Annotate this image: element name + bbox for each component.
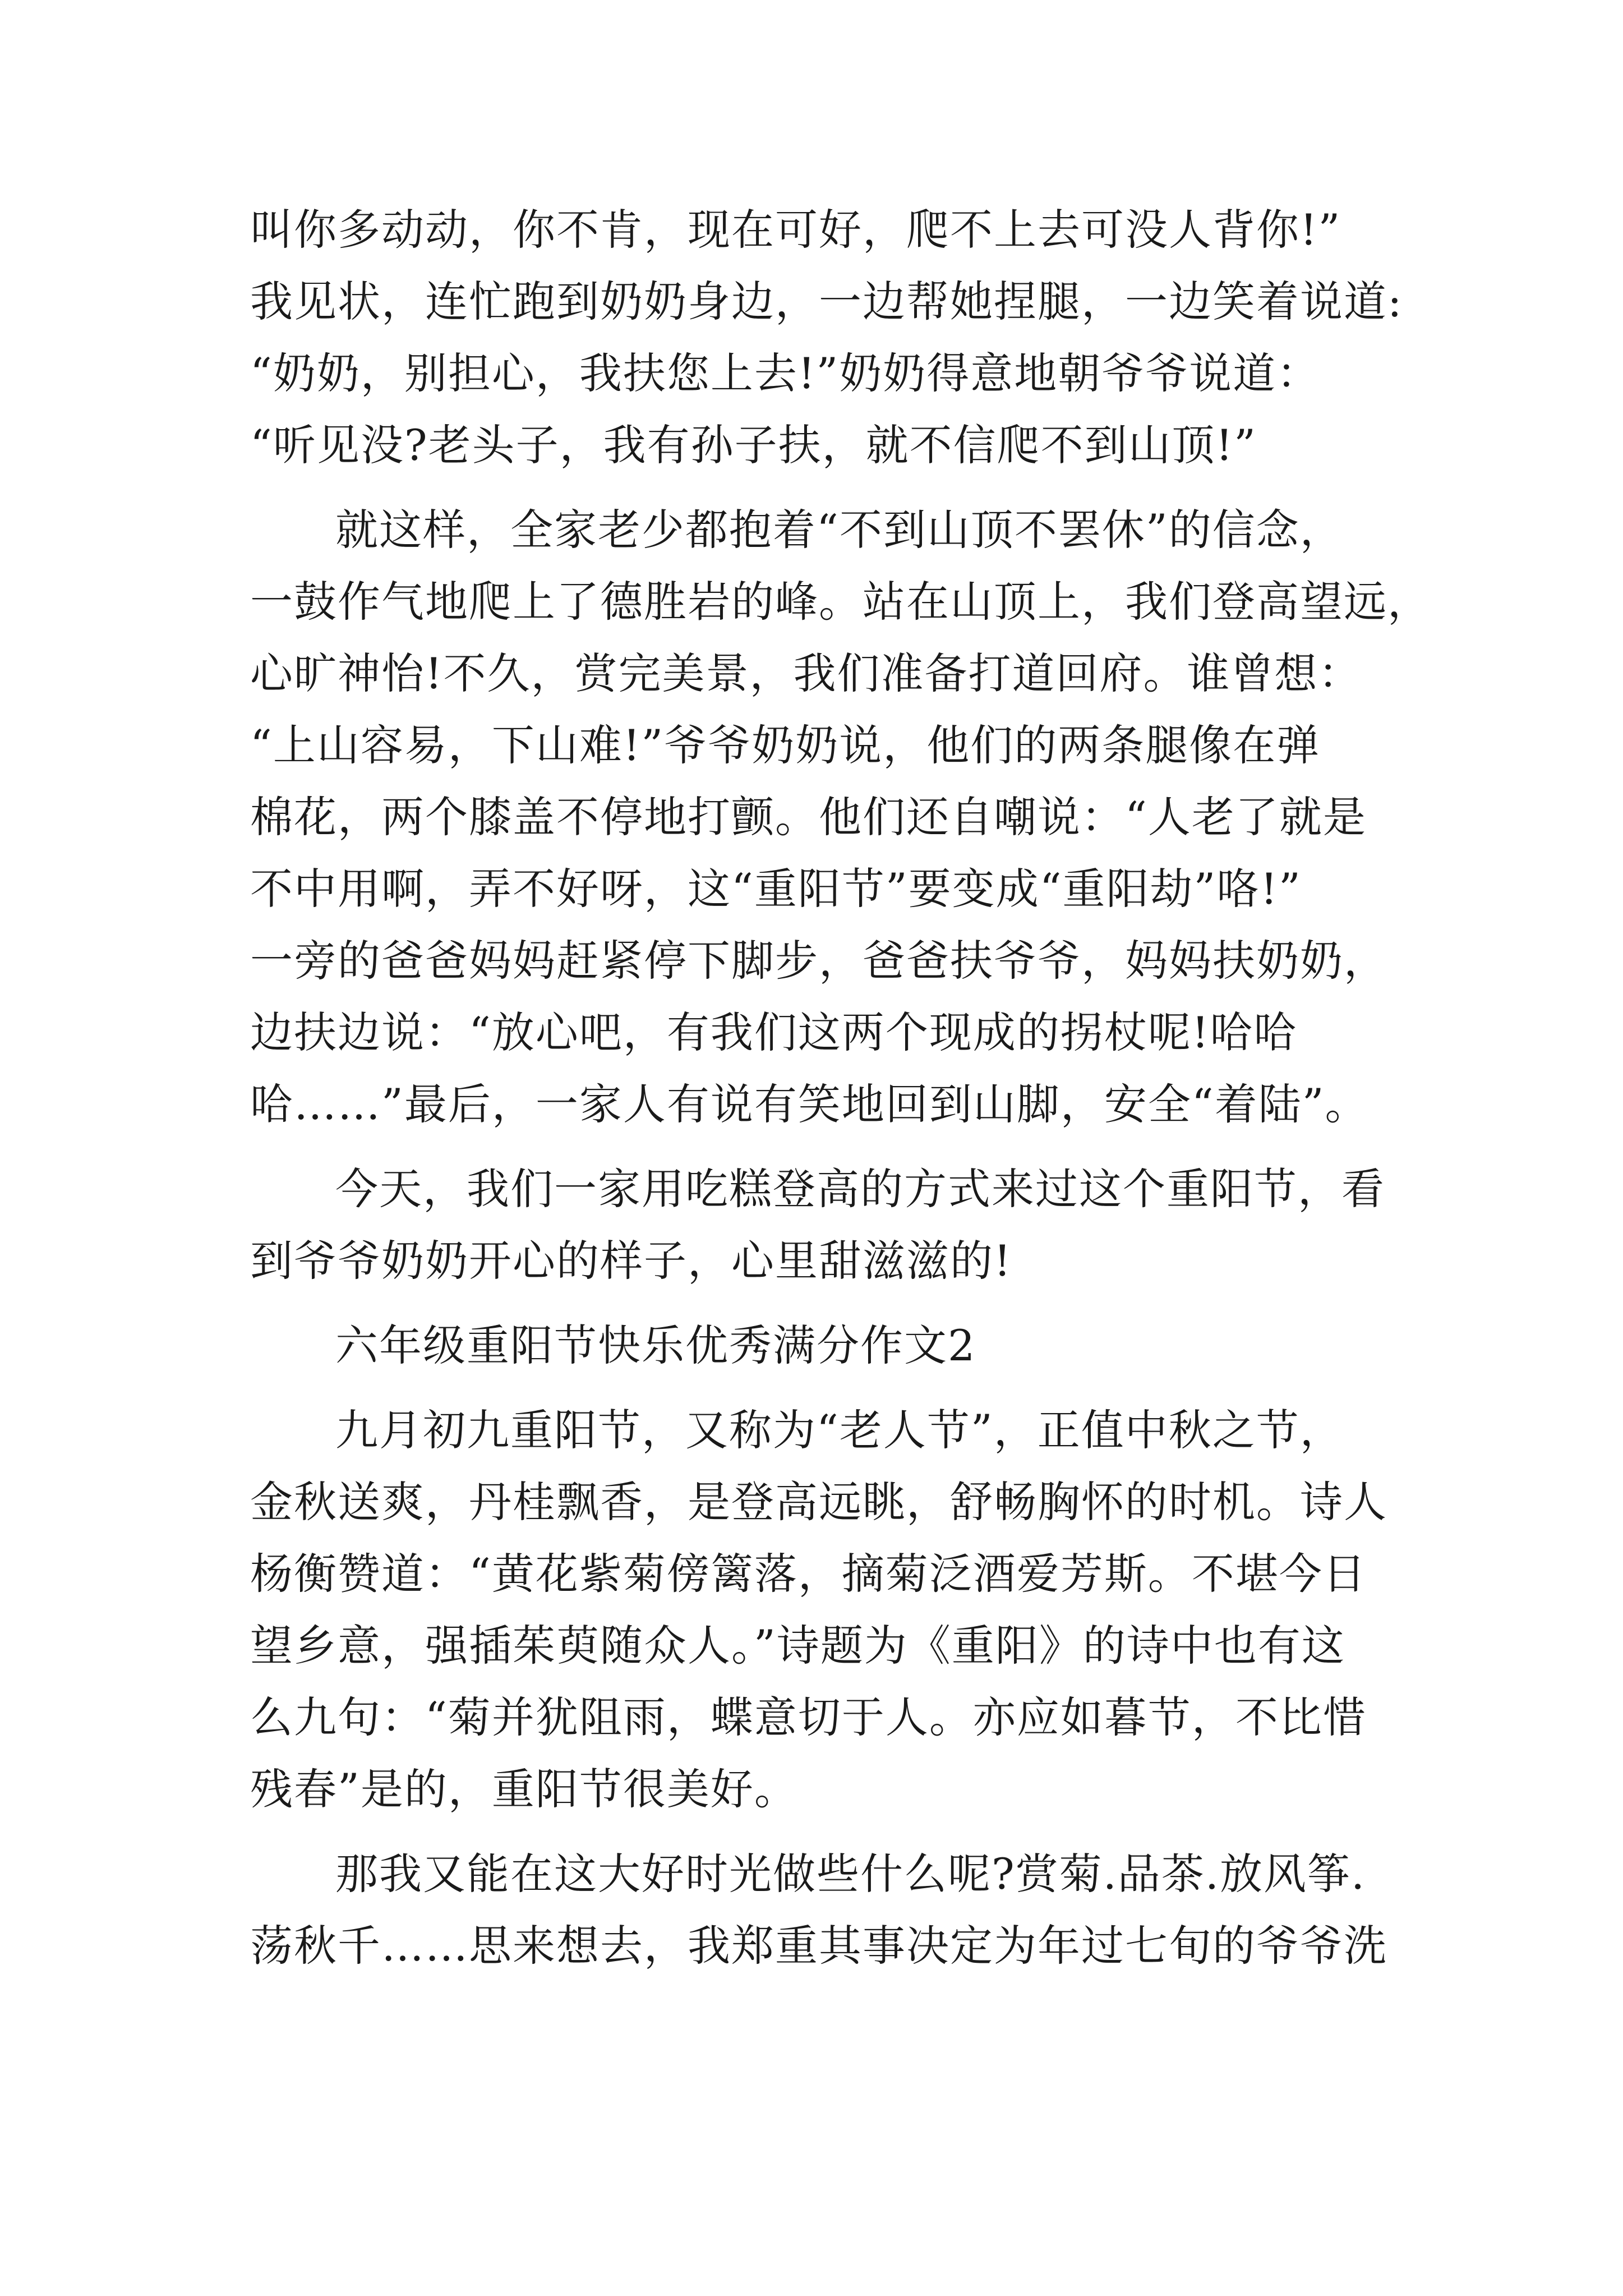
text-line: 我见状，连忙跑到奶奶身边，一边帮她捏腿，一边笑着说道: [250, 277, 1403, 326]
text-line: 叫你多动动，你不肯，现在可好，爬不上去可没人背你!” [250, 205, 1341, 255]
paragraph [250, 194, 1403, 481]
text-line: 就这样，全家老少都抱着“不到山顶不罢休”的信念， [335, 505, 1344, 555]
paragraph [250, 1395, 1387, 1825]
paragraph [250, 1153, 1385, 1297]
text-line: 棉花，两个膝盖不停地打颤。他们还自嘲说：“人老了就是 [250, 792, 1367, 842]
text-line: “上山容易，下山难!”爷爷奶奶说，他们的两条腿像在弹 [250, 720, 1321, 770]
text-line: 边扶边说：“放心吧，有我们这两个现成的拐杖呢!哈哈 [250, 1007, 1298, 1057]
text-line: 金秋送爽，丹桂飘香，是登高远眺，舒畅胸怀的时机。诗人 [250, 1477, 1387, 1527]
text-line: 那我又能在这大好时光做些什么呢?赏菊.品茶.放风筝. [335, 1849, 1366, 1899]
section-title: 六年级重阳节快乐优秀满分作文2 [335, 1320, 976, 1370]
essay-body [250, 194, 1431, 1982]
text-line: 望乡意，强插茱萸随众人。”诗题为《重阳》的诗中也有这 [250, 1621, 1345, 1671]
text-line: “奶奶，别担心，我扶您上去!”奶奶得意地朝爷爷说道： [250, 348, 1321, 398]
text-line: 心旷神怡!不久，赏完美景，我们准备打道回府。谁曾想： [250, 648, 1362, 698]
text-line: 今天，我们一家用吃糕登高的方式来过这个重阳节，看 [335, 1164, 1385, 1214]
paragraph [250, 494, 1431, 1140]
text-line: 到爷爷奶奶开心的样子，心里甜滋滋的! [250, 1236, 1012, 1286]
paragraph [250, 1838, 1387, 1982]
text-line: 杨衡赞道：“黄花紫菊傍篱落，摘菊泛酒爱芳斯。不堪今日 [250, 1549, 1367, 1599]
text-line: 残春”是的，重阳节很美好。 [250, 1764, 798, 1814]
text-line: 么九句：“菊并犹阻雨，蝶意切于人。亦应如暮节，不比惜 [250, 1692, 1367, 1742]
text-line: 不中用啊，弄不好呀，这“重阳节”要变成“重阳劫”咯!” [250, 864, 1302, 914]
text-line: 一鼓作气地爬上了德胜岩的峰。站在山顶上，我们登高望远， [250, 577, 1431, 627]
text-line: 荡秋千……思来想去，我郑重其事决定为年过七旬的爷爷洗 [250, 1921, 1387, 1971]
text-line: 九月初九重阳节，又称为“老人节”，正值中秋之节， [335, 1405, 1344, 1455]
text-line: “听见没?老头子，我有孙子扶，就不信爬不到山顶!” [250, 420, 1257, 470]
text-line: 一旁的爸爸妈妈赶紧停下脚步，爸爸扶爷爷，妈妈扶奶奶， [250, 936, 1387, 986]
text-line: 哈……”最后，一家人有说有笑地回到山脚，安全“着陆”。 [250, 1079, 1369, 1129]
